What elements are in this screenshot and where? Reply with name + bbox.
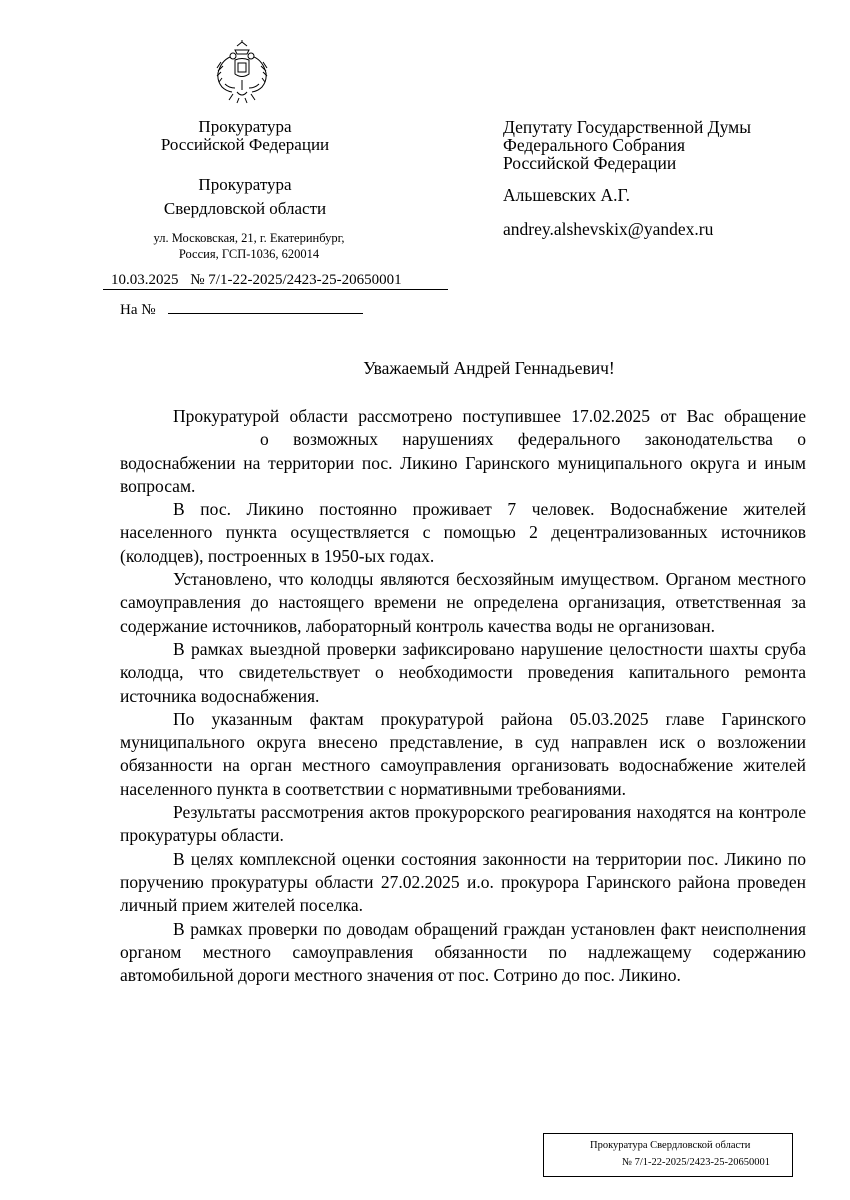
recipient-block (503, 118, 823, 172)
body-paragraph: В пос. Ликино постоянно проживает 7 человек. Водоснабжение жителей населенного пункта осуществляется с помощью 2 децентрализованных источников (колодцев), построенных в 1950-ых годах. (120, 499, 806, 566)
paragraph-text: Прокуратурой области рассмотрено поступившее 17.02.2025 от Вас обращение (173, 406, 806, 426)
body-paragraph: В рамках выездной проверки зафиксировано нарушение целостности шахты сруба колодца, что свидетельствует о необходимости проведения капитального ремонта источника водоснабжения. (120, 638, 806, 706)
sender-org-line: Прокуратура (198, 117, 292, 136)
recipient-line: Депутату Государственной Думы (503, 117, 751, 137)
recipient-name: Альшевских А.Г. (503, 185, 631, 205)
paragraph-text: о возможных нарушениях федерального законодательства о водоснабжении на территории пос. Ликино Гаринского муниципального округа и иным вопросам. (120, 429, 806, 496)
recipient-email: andrey.alshevskix@yandex.ru (503, 219, 714, 239)
body-paragraph: В рамках проверки по доводам обращений граждан установлен факт неисполнения органом местного самоуправления обязанности по надлежащему содержанию автомобильной дороги местного значения от пос. Сотрино до пос. Ликино. (120, 918, 806, 986)
in-reply-blank (168, 300, 363, 314)
registration-stamp (543, 1133, 793, 1177)
body-paragraph: Установлено, что колодцы являются бесхозяйным имуществом. Органом местного самоуправления до настоящего времени не определена организация, ответственная за содержание источников, лабораторный контроль качества воды не организован. (120, 569, 806, 636)
stamp-org: Прокуратура Свердловской области (590, 1140, 751, 1151)
registration-line (103, 272, 448, 290)
body-paragraph: Результаты рассмотрения актов прокурорского реагирования находятся на контроле прокуратуры области. (120, 802, 806, 846)
stamp-number: № 7/1-22-2025/2423-25-20650001 (622, 1157, 770, 1168)
letter-reg-number: № 7/1-22-2025/2423-25-20650001 (190, 272, 402, 288)
letter-date: 10.03.2025 (111, 272, 179, 288)
sender-org-line: Прокуратура (198, 175, 292, 194)
in-reply-label: На № (120, 302, 156, 318)
body-paragraph: В целях комплексной оценки состояния законности на территории пос. Ликино по поручению прокуратуры области 27.02.2025 и.о. прокурора Гаринского района проведен личный прием жителей поселка. (120, 848, 806, 916)
sender-region-block (110, 173, 380, 221)
greeting: Уважаемый Андрей Геннадьевич! (363, 358, 615, 378)
coat-of-arms-emblem (213, 40, 271, 104)
recipient-line: Федерального Собрания (503, 135, 686, 155)
sender-org-line: Свердловской области (163, 199, 327, 218)
in-reply-to (120, 300, 363, 319)
address-line: Россия, ГСП-1036, 620014 (178, 247, 320, 261)
recipient-line: Российской Федерации (503, 153, 677, 173)
sender-org-block (110, 118, 380, 154)
sender-org-line: Российской Федерации (160, 135, 330, 154)
letter-body (120, 405, 806, 987)
body-paragraph (120, 405, 806, 498)
sender-address (110, 230, 388, 262)
address-line: ул. Московская, 21, г. Екатеринбург, (153, 231, 345, 245)
body-paragraph: По указанным фактам прокуратурой района 05.03.2025 главе Гаринского муниципального округа внесено представление, в суд направлен иск о возложении обязанности на орган местного самоуправления организовать водоснабжение жителей населенного пункта в соответствии с нормативными требованиями. (120, 708, 806, 799)
